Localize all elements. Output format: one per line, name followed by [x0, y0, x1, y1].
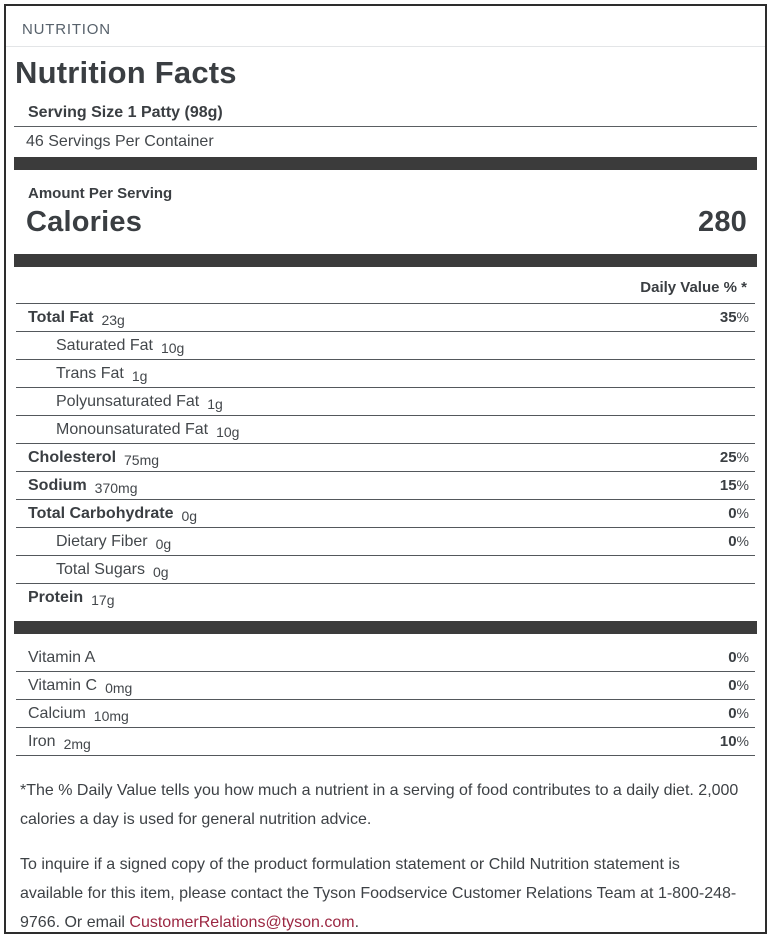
nutrient-row: [16, 415, 755, 443]
nutrient-label: Calcium: [28, 704, 86, 722]
contact-text-after: .: [354, 914, 360, 931]
nutrient-label: Iron: [28, 732, 56, 750]
amount-per-serving-label: Amount Per Serving: [28, 184, 173, 202]
nutrient-daily-value: 35%: [719, 309, 749, 326]
nutrient-amount: 0g: [152, 563, 169, 580]
nutrient-label: Sodium: [28, 476, 87, 494]
nutrient-row: [16, 583, 755, 611]
nutrient-amount: 10mg: [93, 707, 129, 724]
nutrient-row: [16, 359, 755, 387]
calories-label: Calories: [26, 205, 143, 238]
calories-value: 280: [698, 205, 747, 238]
nutrient-amount: 0g: [155, 535, 172, 552]
section-label: NUTRITION: [22, 21, 111, 38]
nutrient-amount: 370mg: [94, 479, 138, 496]
nutrient-daily-value: 0%: [728, 705, 749, 722]
nutrient-row: [16, 471, 755, 499]
nutrient-daily-value: 25%: [719, 449, 749, 466]
nutrient-label: Monounsaturated Fat: [56, 420, 209, 438]
nutrition-facts-panel: [4, 4, 767, 934]
nutrient-daily-value: 0%: [728, 505, 749, 522]
nutrient-amount: 75mg: [124, 451, 160, 468]
servings-per-container: 46 Servings Per Container: [26, 133, 214, 150]
nutrient-daily-value: 0%: [728, 677, 749, 694]
calories-row: [14, 202, 757, 242]
contact-text-before: To inquire if a signed copy of the product formulation statement or Child Nutrition statement is available for this item, please contact the Tyson Foodservice Customer Relations Team at 1-800-248-9766. Or email: [20, 856, 737, 931]
title-row: [6, 47, 765, 99]
nutrient-amount: 0g: [181, 507, 198, 524]
divider-bar-vitamins: [14, 621, 757, 634]
nutrient-daily-value: 0%: [728, 533, 749, 550]
divider-bar-top: [14, 157, 757, 170]
divider-bar-middle: [14, 254, 757, 267]
nutrient-label: Saturated Fat: [56, 336, 153, 354]
page-title: Nutrition Facts: [15, 55, 237, 90]
nutrient-amount: 2mg: [63, 735, 91, 752]
daily-value-header: Daily Value % *: [640, 279, 747, 296]
nutrient-amount: 1g: [207, 395, 223, 412]
nutrient-row: [16, 555, 755, 583]
nutrient-label: Dietary Fiber: [56, 532, 148, 550]
nutrient-row: [16, 303, 755, 331]
nutrient-label: Polyunsaturated Fat: [56, 392, 200, 410]
nutrient-row: [16, 700, 755, 728]
nutrient-amount: 0mg: [105, 679, 133, 696]
nutrient-row: [16, 387, 755, 415]
nutrient-row: [16, 499, 755, 527]
nutrient-label: Total Fat: [28, 308, 94, 326]
nutrient-label: Total Sugars: [56, 560, 145, 578]
nutrient-label: Protein: [28, 588, 84, 606]
customer-relations-email-link[interactable]: CustomerRelations@tyson.com: [129, 914, 355, 931]
nutrient-row: [16, 527, 755, 555]
contact-paragraph: [20, 850, 743, 934]
nutrient-label: Trans Fat: [56, 364, 124, 382]
nutrient-amount: 10g: [216, 423, 240, 440]
nutrient-row: [16, 672, 755, 700]
nutrient-daily-value: 15%: [719, 477, 749, 494]
vitamin-table: [16, 644, 755, 756]
nutrient-amount: 10g: [160, 339, 185, 356]
nutrient-label: Cholesterol: [28, 448, 117, 466]
nutrient-row: [16, 331, 755, 359]
nutrient-amount: 1g: [131, 367, 148, 384]
nutrient-row: [16, 443, 755, 471]
nutrient-row: [16, 644, 755, 672]
nutrient-label: Total Carbohydrate: [28, 504, 174, 522]
nutrient-daily-value: 10%: [719, 733, 749, 750]
nutrient-daily-value: 0%: [728, 649, 749, 666]
serving-size: Serving Size 1 Patty (98g): [14, 99, 757, 127]
section-header: [6, 6, 765, 47]
nutrient-row: [16, 728, 755, 756]
nutrient-amount: 17g: [91, 591, 115, 608]
nutrient-label: Vitamin A: [28, 648, 96, 666]
nutrient-label: Vitamin C: [28, 676, 98, 694]
nutrient-table: [16, 303, 755, 611]
daily-value-footnote: *The % Daily Value tells you how much a nutrient in a serving of food contributes to a daily diet. 2,000 calories a day is used for general nutrition advice.: [20, 782, 739, 828]
nutrient-amount: 23g: [101, 311, 125, 328]
